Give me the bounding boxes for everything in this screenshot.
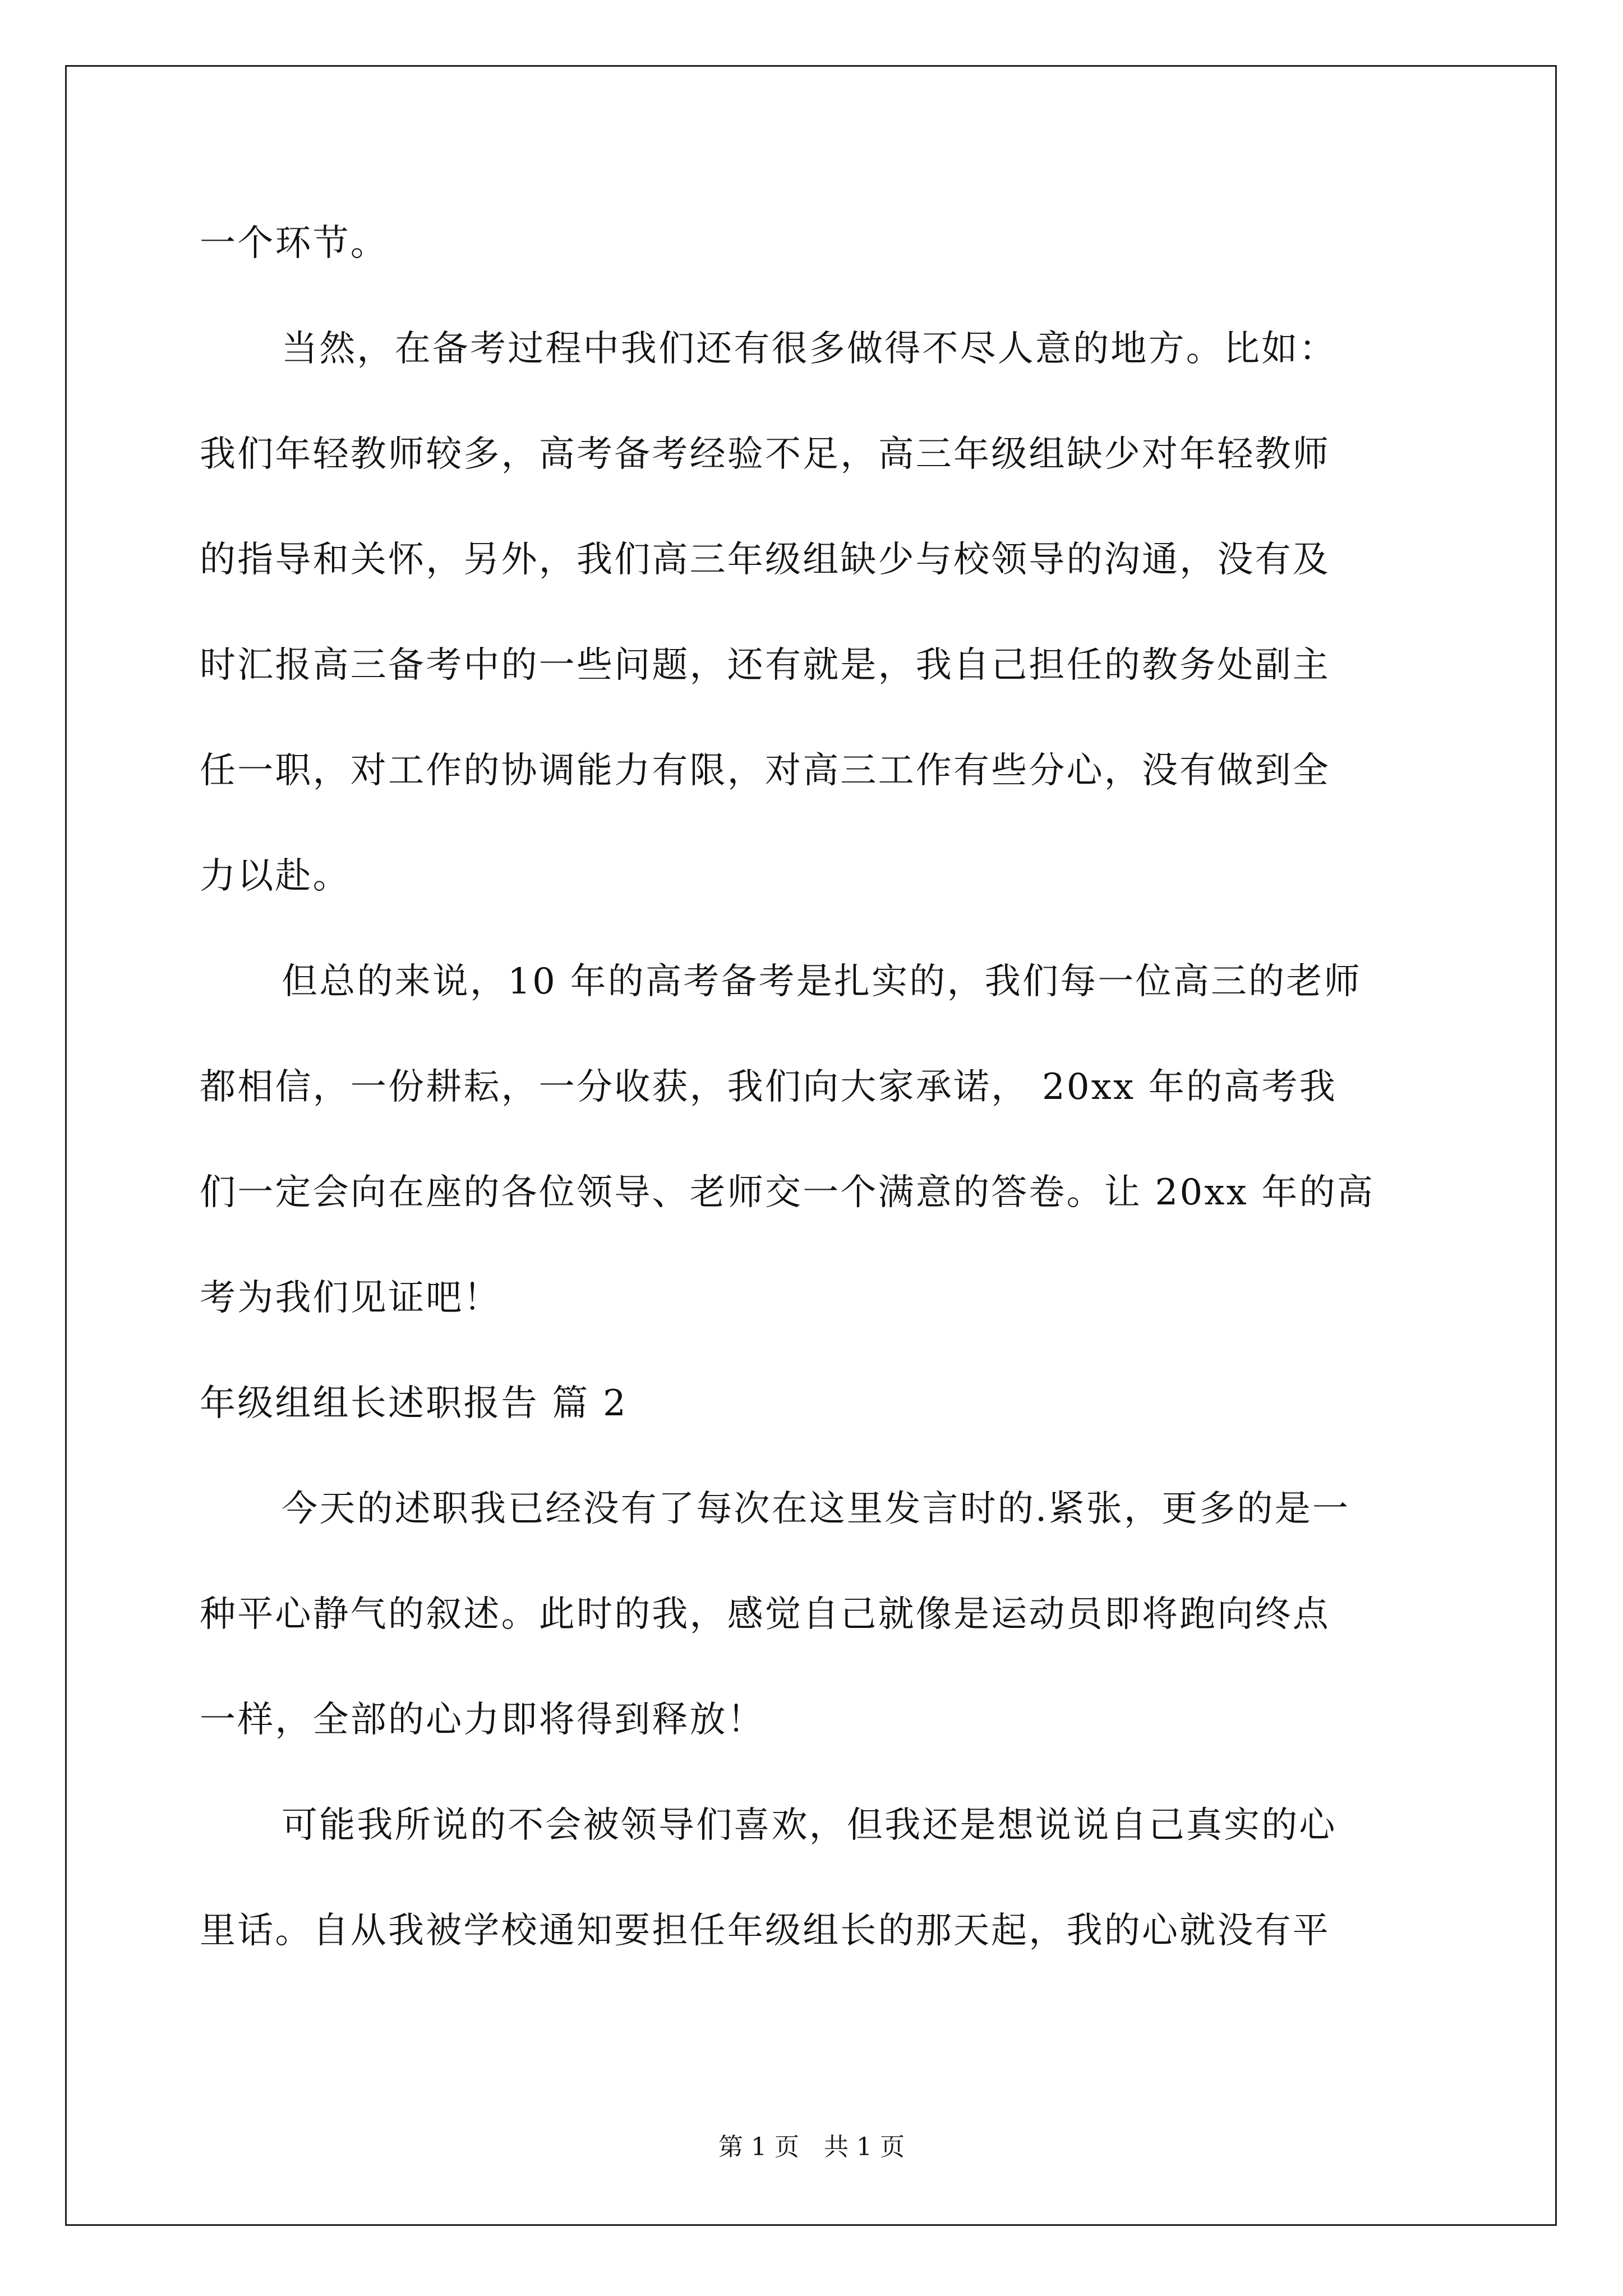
text-line-5: 时汇报高三备考中的一些问题，还有就是，我自己担任的教务处副主 (200, 645, 1330, 686)
section-heading: 年级组组长述职报告 篇 2 (200, 1383, 628, 1424)
text-line-8: 但总的来说，10 年的高考备考是扎实的，我们每一位高三的老师 (282, 961, 1362, 1002)
text-line-4: 的指导和关怀，另外，我们高三年级组缺少与校领导的沟通，没有及 (200, 539, 1330, 581)
text-line-10: 们一定会向在座的各位领导、老师交一个满意的答卷。让 20xx 年的高 (200, 1172, 1375, 1213)
text-line-3: 我们年轻教师较多，高考备考经验不足，高三年级组缺少对年轻教师 (200, 434, 1330, 475)
text-line-11: 考为我们见证吧！ (200, 1277, 501, 1319)
text-line-7: 力以赴。 (200, 855, 351, 897)
text-line-13: 种平心静气的叙述。此时的我，感觉自己就像是运动员即将跑向终点 (200, 1594, 1330, 1635)
text-line-1: 一个环节。 (200, 223, 388, 264)
text-line-2: 当然，在备考过程中我们还有很多做得不尽人意的地方。比如： (282, 328, 1337, 370)
text-line-14: 一样，全部的心力即将得到释放！ (200, 1699, 765, 1741)
text-line-16: 里话。自从我被学校通知要担任年级组长的那天起，我的心就没有平 (200, 1910, 1330, 1952)
text-line-12: 今天的述职我已经没有了每次在这里发言时的.紧张，更多的是一 (282, 1488, 1350, 1530)
page-number-footer: 第 1 页 共 1 页 (718, 2133, 905, 2161)
text-line-15: 可能我所说的不会被领导们喜欢，但我还是想说说自己真实的心 (282, 1805, 1337, 1846)
text-line-6: 任一职，对工作的协调能力有限，对高三工作有些分心，没有做到全 (200, 750, 1330, 792)
text-line-9: 都相信，一份耕耘，一分收获，我们向大家承诺， 20xx 年的高考我 (200, 1066, 1337, 1108)
document-body (200, 191, 1427, 1984)
